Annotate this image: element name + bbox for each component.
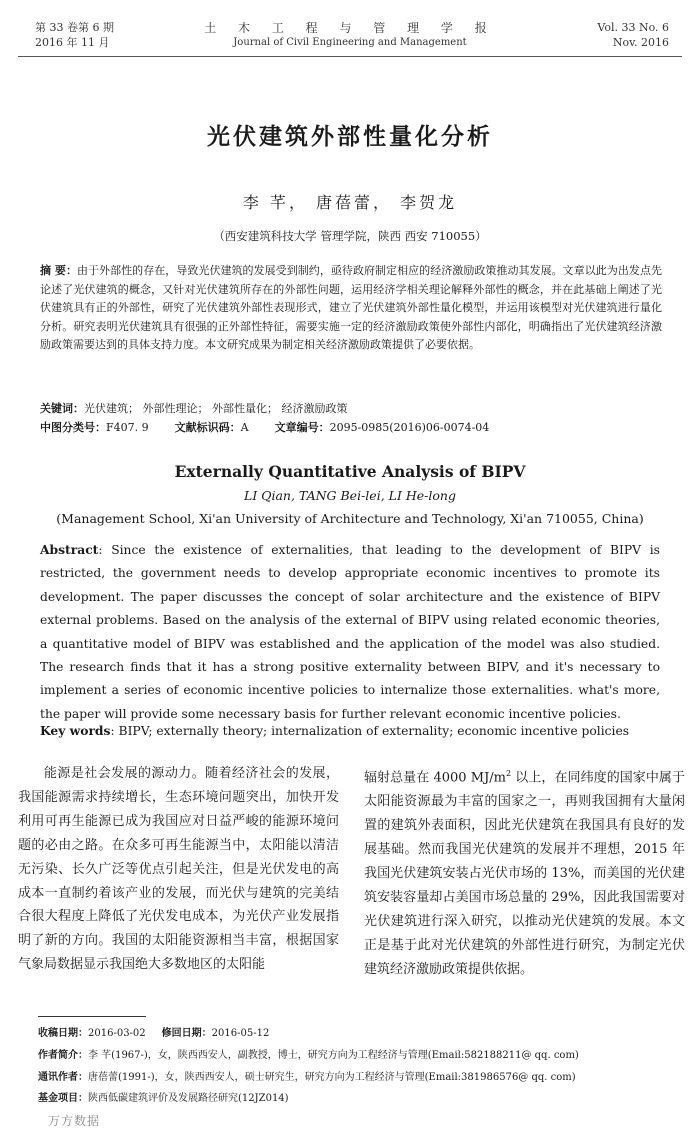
funding-text: 陕西低碳建筑评价及发展路径研究(12JZ014) xyxy=(88,1093,289,1104)
journal-issue-en xyxy=(597,20,669,50)
clc-value: F407. 9 xyxy=(106,421,149,434)
keywords-cn xyxy=(40,400,662,417)
authors-en: LI Qian, TANG Bei-lei, LI He-long xyxy=(244,488,456,503)
keywords-en: Key words: BIPV; externally theory; internalization of externality; economic incentive policies xyxy=(40,723,630,738)
footnote-corresponding xyxy=(38,1071,678,1085)
bio-text: 李 芊(1967-)，女，陕西西安人，副教授，博士，研究方向为工程经济与管理(Email:582188211@ qq. com) xyxy=(88,1050,579,1061)
footnote-funding xyxy=(38,1092,678,1106)
volume-cn: 第 33 卷第 6 期 xyxy=(35,21,114,34)
abstract-cn-text: 由于外部性的存在，导致光伏建筑的发展受到制约，亟待政府制定相应的经济激励政策推动其发展。文章以此为出发点先论述了光伏建筑的概念，又针对光伏建筑所存在的外部性问题，运用经济学相关理论解释外部性的概念，并在此基础上阐述了光伏建筑具有正的外部性，研究了光伏建筑外部性表现形式，建立了光伏建筑外部性量化模型，并运用该模型对光伏建筑进行量化分析。研究表明光伏建筑具有很强的正外部性特征，需要实施一定的经济激励政策使外部性内部化，明确指出了光伏建筑经济激励政策需要达到的具体支持力度。本文研究成果为制定相关经济激励政策提供了必要依据。 xyxy=(40,264,662,352)
received-label: 收稿日期： xyxy=(38,1028,88,1039)
abstract-en-label: Abstract xyxy=(40,542,99,557)
body-column-right xyxy=(364,762,685,981)
journal-name-en: Journal of Civil Engineering and Management xyxy=(233,37,467,48)
date-cn: 2016 年 11 月 xyxy=(35,36,110,49)
bio-label: 作者简介： xyxy=(38,1050,88,1061)
date-en: Nov. 2016 xyxy=(612,36,669,49)
keywords-cn-text: 光伏建筑； 外部性理论； 外部性量化； 经济激励政策 xyxy=(84,402,348,415)
abstract-en-text: Since the existence of externalities, that leading to the development of BIPV is restricted, the government needs to develop appropriate economic incentives to promote its development. The paper discusses the concept of solar architecture and the existence of BIPV external problems. Based on the analysis of the external of BIPV using related economic theories, a quantitative model of BIPV was established and the application of the model was also studied. The research finds that it has a strong positive externality between BIPV, and it's necessary to implement a series of economic incentive policies to internalize those externalities. what's more, the paper will provide some necessary basis for further relevant economic incentive policies. xyxy=(40,543,660,721)
abstract-en: Abstract: Since the existence of externalities, that leading to the development of BIPV is restricted, the government needs to develop appropriate economic incentives to promote its development. The paper discusses the concept of solar architecture and the existence of BIPV external problems. Based on the analysis of the external of BIPV using related economic theories, a quantitative model of BIPV was established and the application of the model was also studied. The research finds that it has a strong positive externality between BIPV, and it's necessary to implement a series of economic incentive policies to internalize those externalities. what's more, the paper will provide some necessary basis for further relevant economic incentive policies. xyxy=(40,542,660,721)
classification-line xyxy=(40,419,662,436)
corresponding-label: 通讯作者： xyxy=(38,1072,88,1083)
paper-title-cn: 光伏建筑外部性量化分析 xyxy=(207,124,493,150)
funding-label: 基金项目： xyxy=(38,1093,88,1104)
keywords-en-text: BIPV; externally theory; internalization of externality; economic incentive policies xyxy=(118,724,630,738)
article-number-label: 文章编号： xyxy=(274,421,330,434)
clc-label: 中图分类号： xyxy=(40,421,106,434)
body-right-start: 辐射总量在 4000 MJ/m xyxy=(364,770,506,786)
body-right-rest: 以上，在同纬度的国家中属于太阳能资源最为丰富的国家之一，再则我国拥有大量闲置的建筑外表面积，因此光伏建筑在我国具有良好的发展基础。然而我国光伏建筑的发展并不理想，2015 年我国光伏建筑安装占光伏市场的 13%，而美国的光伏建筑安装容量却占美国市场总量的 29%，因此我国需要对光伏建筑进行深入研究，以推动光伏建筑的发展。本文正是基于此对光伏建筑的外部性进行研究，为制定光伏建筑经济激励政策提供依据。 xyxy=(364,770,685,977)
keywords-en-label: Key words xyxy=(40,723,111,738)
revised-date: 2016-05-12 xyxy=(211,1028,270,1039)
corresponding-text: 唐蓓蕾(1991-)，女，陕西西安人，硕士研究生，研究方向为工程经济与管理(Email:381986576@ qq. com) xyxy=(88,1072,576,1083)
abstract-cn xyxy=(40,262,662,355)
journal-name-cn: 土 木 工 程 与 管 理 学 报 xyxy=(204,21,496,35)
body-column-left: 能源是社会发展的源动力。随着经济社会的发展，我国能源需求持续增长，生态环境问题突出，加快开发利用可再生能源已成为我国应对日益严峻的能源环境问题的必由之路。在众多可再生能源当中，太阳能以清洁无污染、长久广泛等优点引起关注，但是光伏发电的高成本一直制约着该产业的发展，而光伏与建筑的完美结合很大程度上降低了光伏发电成本，为光伏产业发展指明了新的方向。我国的太阳能资源相当丰富，根据国家气象局数据显示我国绝大多数地区的太阳能 xyxy=(18,766,339,973)
received-date: 2016-03-02 xyxy=(88,1028,146,1039)
paper-title-en: Externally Quantitative Analysis of BIPV xyxy=(174,462,526,481)
doc-code-value: A xyxy=(240,421,249,434)
doc-code-label: 文献标识码： xyxy=(174,421,241,434)
article-number-value: 2095-0985(2016)06-0074-04 xyxy=(329,421,490,434)
journal-name xyxy=(0,20,700,50)
affiliation-en: (Management School, Xi'an University of Architecture and Technology, Xi'an 710055, China) xyxy=(56,511,644,526)
superscript-2: 2 xyxy=(506,769,512,778)
footnote-rule xyxy=(38,1016,146,1017)
affiliation-cn: （西安建筑科技大学 管理学院，陕西 西安 710055） xyxy=(213,229,487,243)
revised-label: 修回日期： xyxy=(161,1028,212,1039)
footnote-dates xyxy=(38,1027,678,1041)
header-rule xyxy=(18,56,682,57)
abstract-cn-label: 摘 要： xyxy=(40,264,77,277)
footnote-author-bio xyxy=(38,1049,678,1063)
volume-en: Vol. 33 No. 6 xyxy=(597,21,669,34)
watermark: 万方数据 xyxy=(48,1114,101,1128)
keywords-cn-label: 关键词： xyxy=(40,402,84,415)
authors-cn: 李 芊， 唐蓓蕾， 李贺龙 xyxy=(242,193,458,212)
